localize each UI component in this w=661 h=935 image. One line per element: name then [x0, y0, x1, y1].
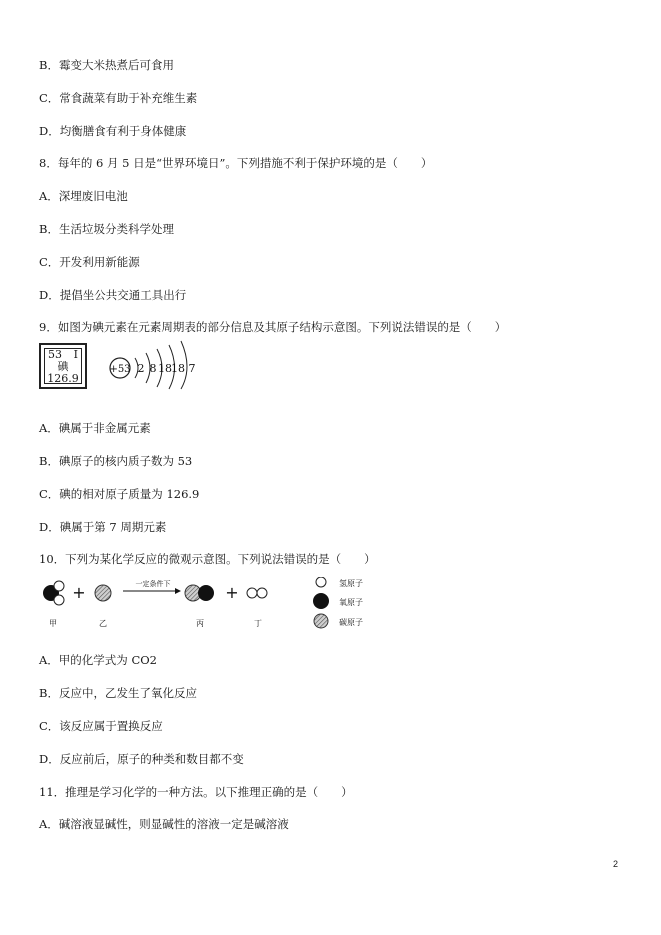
q10-option-a: A．甲的化学式为 CO2	[39, 653, 158, 667]
label-ding: 丁	[254, 619, 262, 628]
page-number: 2	[613, 859, 619, 869]
question-11: 11．推理是学习化学的一种方法。以下推理正确的是（ ）	[39, 785, 353, 799]
nucleus-charge: +53	[109, 364, 131, 375]
reaction-micro-diagram	[39, 577, 399, 629]
q9-option-a: A．碘属于非金属元素	[39, 421, 151, 435]
q8-option-b: B．生活垃圾分类科学处理	[39, 222, 174, 236]
legend-oxygen-label: 氧原子	[339, 598, 363, 607]
legend-carbon-icon	[314, 614, 328, 628]
question-9: 9．如图为碘元素在元素周期表的部分信息及其原子结构示意图。下列说法错误的是（ ）	[39, 320, 507, 334]
q8-option-c: C．开发利用新能源	[39, 255, 140, 269]
option-c-vegetables: C．常食蔬菜有助于补充维生素	[39, 91, 198, 105]
label-jia: 甲	[49, 619, 57, 628]
reaction-condition: 一定条件下	[135, 580, 171, 588]
period-mark: I	[73, 348, 78, 361]
legend-hydrogen-icon	[316, 577, 326, 587]
legend-carbon-label: 碳原子	[339, 618, 363, 627]
option-b-rice: B．霉变大米热煮后可食用	[39, 58, 174, 72]
molecule-bing	[185, 585, 214, 601]
q9-option-b: B．碘原子的核内质子数为 53	[39, 454, 193, 468]
question-10: 10．下列为某化学反应的微观示意图。下列说法错误的是（ ）	[39, 552, 376, 566]
iodine-atom-structure-diagram	[103, 338, 203, 390]
shell-electrons-2: 8	[149, 362, 157, 375]
atomic-number: 53	[48, 348, 62, 361]
shell-electrons-4: 18	[171, 362, 185, 375]
shell-electrons-1: 2	[137, 362, 145, 375]
arrow-head-icon	[175, 588, 181, 594]
q9-option-c: C．碘的相对原子质量为 126.9	[39, 487, 200, 501]
atomic-mass: 126.9	[47, 372, 79, 385]
q11-option-a: A．碱溶液显碱性，则显碱性的溶液一定是碱溶液	[39, 817, 289, 831]
molecule-yi	[95, 585, 111, 601]
legend-hydrogen-label: 氢原子	[339, 579, 363, 588]
shell-electrons-5: 7	[188, 362, 196, 375]
plus-sign-1: +	[72, 583, 86, 602]
molecule-ding	[247, 588, 267, 598]
q9-option-d: D．碘属于第 7 周期元素	[39, 520, 167, 534]
q8-option-a: A．深埋废旧电池	[39, 189, 128, 203]
q8-option-d: D．提倡坐公共交通工具出行	[39, 288, 187, 302]
element-name: 碘	[57, 360, 69, 373]
q10-option-c: C．该反应属于置换反应	[39, 719, 163, 733]
q10-option-b: B．反应中，乙发生了氧化反应	[39, 686, 197, 700]
question-8: 8．每年的 6 月 5 日是“世界环境日”。下列措施不利于保护环境的是（ ）	[39, 156, 433, 170]
q10-option-d: D．反应前后，原子的种类和数目都不变	[39, 752, 244, 766]
shell-electrons-3: 18	[158, 362, 172, 375]
option-d-diet: D．均衡膳食有利于身体健康	[39, 124, 187, 138]
label-yi: 乙	[99, 619, 107, 628]
molecule-jia	[43, 581, 64, 605]
legend-oxygen-icon	[313, 593, 329, 609]
iodine-element-card	[39, 343, 87, 389]
plus-sign-2: +	[225, 583, 239, 602]
label-bing: 丙	[196, 619, 204, 628]
